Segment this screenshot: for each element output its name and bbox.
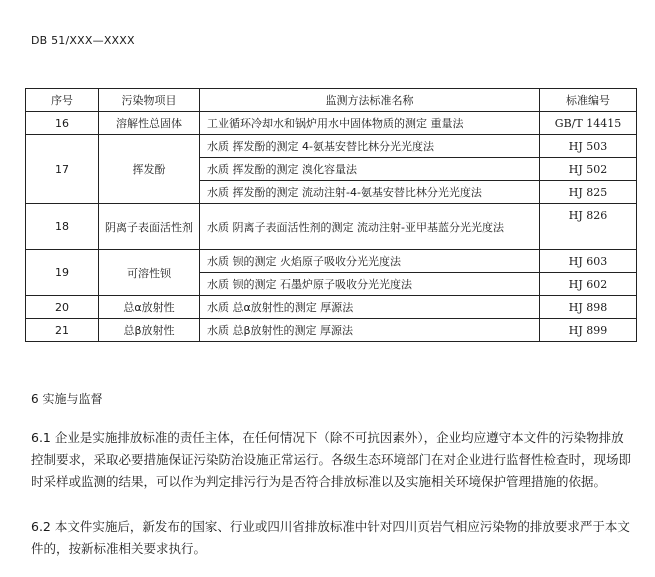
row-code: HJ 502 (540, 158, 637, 181)
table-header-row (26, 89, 637, 112)
header-method: 监测方法标准名称 (200, 89, 540, 112)
section-title: 6 实施与监督 (31, 392, 103, 406)
table-row (26, 135, 637, 158)
row-item: 总β放射性 (99, 319, 200, 342)
row-item: 阴离子表面活性剂 (99, 204, 200, 250)
row-method: 水质 总α放射性的测定 厚源法 (200, 296, 540, 319)
header-no: 序号 (26, 89, 99, 112)
row-method: 水质 挥发酚的测定 流动注射-4-氨基安替比林分光光度法 (200, 181, 540, 204)
table-row (26, 204, 637, 250)
table-row (26, 250, 637, 273)
row-method: 水质 挥发酚的测定 溴化容量法 (200, 158, 540, 181)
row-no: 17 (26, 135, 99, 204)
table-row (26, 112, 637, 135)
row-method: 水质 总β放射性的测定 厚源法 (200, 319, 540, 342)
row-code: HJ 826 (540, 204, 637, 250)
row-item: 溶解性总固体 (99, 112, 200, 135)
paragraph-6-1: 6.1 企业是实施排放标准的责任主体，在任何情况下（除不可抗因素外），企业均应遵守本文件的污染物排放控制要求，采取必要措施保证污染防治设施正常运行。各级生态环境部门在对企业进行监督性检查时，现场即时采样或监测的结果，可以作为判定排污行为是否符合排放标准以及实施相关环境保护管理措施的依据。 (31, 430, 632, 489)
row-code: HJ 825 (540, 181, 637, 204)
row-code: HJ 503 (540, 135, 637, 158)
header-item: 污染物项目 (99, 89, 200, 112)
row-item: 可溶性钡 (99, 250, 200, 296)
row-no: 19 (26, 250, 99, 296)
row-method: 水质 钡的测定 火焰原子吸收分光光度法 (200, 250, 540, 273)
table-row (26, 296, 637, 319)
row-code: HJ 603 (540, 250, 637, 273)
monitoring-methods-table (25, 88, 637, 342)
row-method: 水质 钡的测定 石墨炉原子吸收分光光度法 (200, 273, 540, 296)
row-code: HJ 602 (540, 273, 637, 296)
row-item: 挥发酚 (99, 135, 200, 204)
row-code: GB/T 14415 (540, 112, 637, 135)
row-code: HJ 899 (540, 319, 637, 342)
table-row (26, 319, 637, 342)
row-item: 总α放射性 (99, 296, 200, 319)
row-method: 工业循环冷却水和锅炉用水中固体物质的测定 重量法 (200, 112, 540, 135)
row-method: 水质 阴离子表面活性剂的测定 流动注射-亚甲基蓝分光光度法 (200, 204, 540, 250)
document-code: DB 51/XXX—XXXX (31, 34, 135, 47)
row-no: 21 (26, 319, 99, 342)
row-no: 16 (26, 112, 99, 135)
row-no: 18 (26, 204, 99, 250)
row-no: 20 (26, 296, 99, 319)
row-method: 水质 挥发酚的测定 4-氨基安替比林分光光度法 (200, 135, 540, 158)
header-code: 标准编号 (540, 89, 637, 112)
row-code: HJ 898 (540, 296, 637, 319)
paragraph-6-2: 6.2 本文件实施后，新发布的国家、行业或四川省排放标准中针对四川页岩气相应污染物的排放要求严于本文件的，按新标准相关要求执行。 (31, 519, 630, 556)
